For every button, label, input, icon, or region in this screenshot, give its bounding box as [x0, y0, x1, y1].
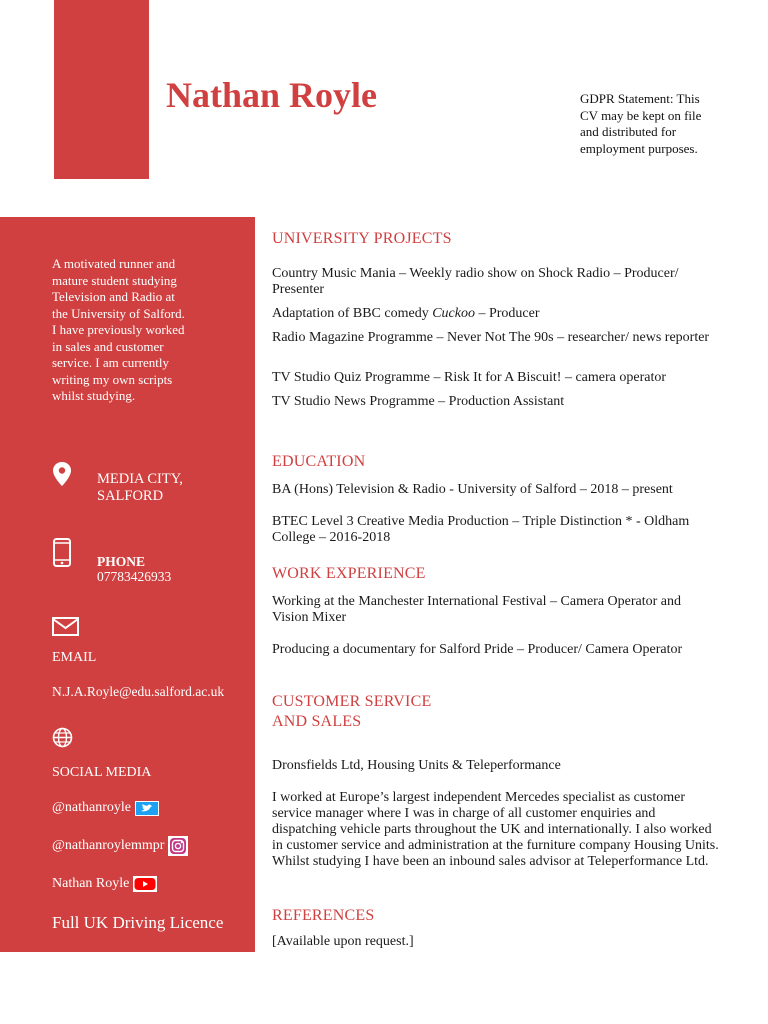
project-item: Radio Magazine Programme – Never Not The 90s – researcher/ news reporter [272, 330, 710, 345]
email-label: EMAIL [52, 650, 97, 665]
work-item: Working at the Manchester International Festival – Camera Operator and Vision Mixer [272, 594, 682, 625]
envelope-icon [52, 617, 79, 636]
customer-service-heading-line-2: AND SALES [272, 713, 362, 730]
work-item: Producing a documentary for Salford Pride – Producer/ Camera Operator [272, 642, 683, 657]
header-accent-block [54, 0, 149, 179]
education-item: BTEC Level 3 Creative Media Production – Triple Distinction * - Oldham College – 2016-2018 [272, 514, 690, 545]
customer-service-description: I worked at Europe’s largest independent Mercedes specialist as customer service manager where I was in charge of all customer enquiries and dispatching vehicle parts throughout the UK and internationally. I also worked in customer service and administration at the furniture company Housing Units. Whilst studying I have been an inbound sales advisor at Teleperformance Ltd. [272, 790, 719, 869]
instagram-handle[interactable] [52, 836, 188, 856]
location [97, 471, 183, 505]
twitter-handle-text: @nathanroyle [52, 800, 131, 815]
phone-number: 07783426933 [97, 569, 172, 584]
customer-service-heading-line-1: CUSTOMER SERVICE [272, 693, 432, 710]
customer-service-companies: Dronsfields Ltd, Housing Units & Teleperformance [272, 758, 561, 773]
project-item: Country Music Mania – Weekly radio show on Shock Radio – Producer/ Presenter [272, 266, 679, 297]
education-item: BA (Hons) Television & Radio - University of Salford – 2018 – present [272, 482, 673, 497]
location-line-2: SALFORD [97, 488, 164, 504]
phone-label: PHONE [97, 554, 146, 569]
instagram-icon [168, 836, 188, 856]
work-experience-heading: WORK EXPERIENCE [272, 565, 426, 582]
map-pin-icon [52, 461, 72, 487]
project-item-prefix: Adaptation of BBC comedy [272, 306, 433, 321]
youtube-play-icon [133, 876, 157, 892]
project-item [272, 306, 720, 322]
twitter-bird-icon [135, 801, 159, 816]
candidate-name: Nathan Royle [166, 75, 378, 115]
project-item-italic: Cuckoo [432, 306, 475, 321]
social-media-label: SOCIAL MEDIA [52, 765, 152, 780]
instagram-handle-text: @nathanroylemmpr [52, 838, 165, 853]
project-item: TV Studio News Programme – Production Assistant [272, 394, 565, 409]
email-address[interactable]: N.J.A.Royle@edu.salford.ac.uk [52, 684, 225, 699]
university-projects-heading: UNIVERSITY PROJECTS [272, 230, 452, 247]
driving-licence: Full UK Driving Licence [52, 913, 224, 932]
sidebar [0, 217, 255, 952]
references-heading: REFERENCES [272, 907, 375, 924]
location-line-1: MEDIA CITY, [97, 471, 183, 487]
personal-profile: A motivated runner and mature student studying Television and Radio at the University of Salford. I have previously worked in sales and customer service. I am currently writing my own scripts whilst studying. [52, 256, 185, 403]
project-item: TV Studio Quiz Programme – Risk It for A Biscuit! – camera operator [272, 370, 667, 385]
youtube-channel[interactable] [52, 876, 157, 892]
customer-service-heading [272, 692, 431, 732]
mobile-phone-icon [52, 538, 72, 567]
references-item: [Available upon request.] [272, 934, 414, 949]
project-item-suffix: – Producer [474, 306, 540, 321]
education-heading: EDUCATION [272, 453, 366, 470]
twitter-handle[interactable] [52, 800, 159, 816]
youtube-channel-text: Nathan Royle [52, 876, 130, 891]
globe-icon [52, 727, 73, 748]
gdpr-statement: GDPR Statement: This CV may be kept on file and distributed for employment purposes. [580, 91, 702, 156]
